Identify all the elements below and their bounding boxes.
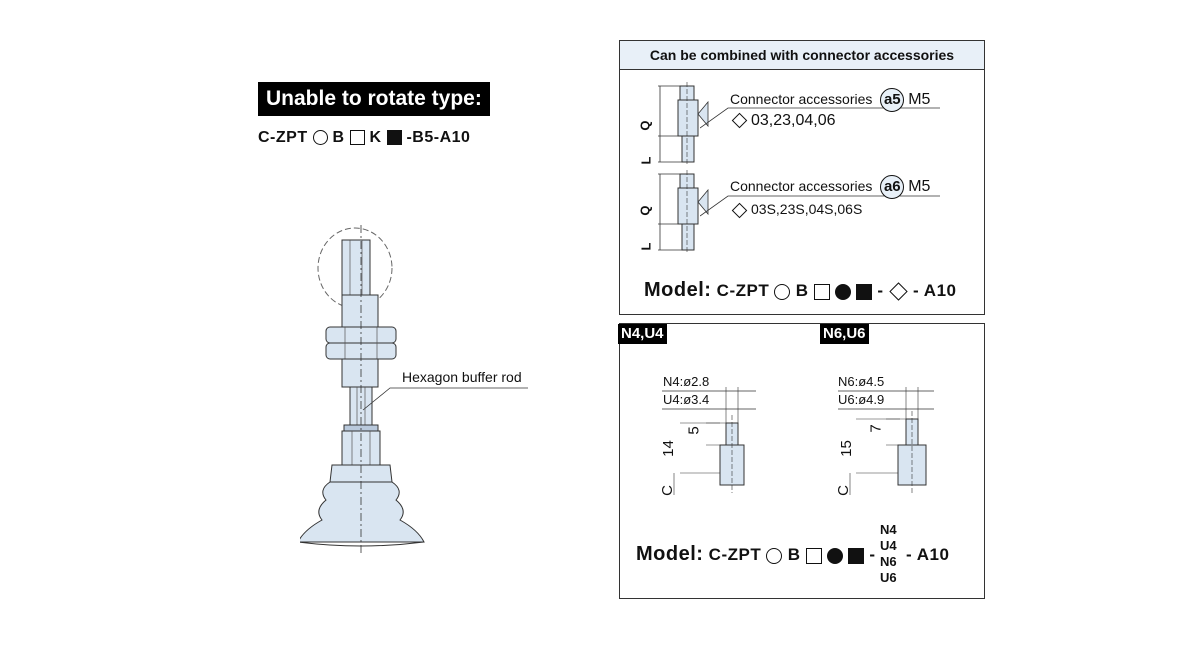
square-symbol-icon (806, 548, 822, 564)
connector-label-a5 (730, 88, 930, 112)
dim-d1-right: N6:ø4.5 (838, 374, 885, 389)
collar-part (342, 295, 378, 327)
diamond-symbol-icon (732, 113, 748, 129)
panel-header: Can be combined with connector accessories (620, 41, 984, 70)
thread-m5-2: M5 (908, 178, 931, 195)
circle-symbol-icon (766, 548, 782, 564)
option-u6: U6 (880, 570, 897, 585)
dim-q-label-2: Q (637, 205, 653, 216)
circle-symbol-icon (313, 130, 328, 145)
diamond-symbol-icon (889, 282, 907, 300)
top-panel-model-code (644, 279, 957, 302)
dim-c-left: C (658, 485, 676, 496)
dim-h1-left: 5 (685, 426, 703, 435)
a6-badge: a6 (880, 175, 904, 199)
vacuum-pad-illustration (300, 220, 540, 560)
circle-symbol-icon (774, 284, 790, 300)
filled-square-symbol-icon (848, 548, 864, 564)
filled-square-symbol-icon (387, 130, 402, 145)
option-n6: N6 (880, 554, 897, 569)
model-dash-text: - (869, 545, 876, 564)
model-b-text: B (795, 281, 809, 300)
model-suffix-text: - A10 (913, 281, 957, 300)
dim-h2-left: 14 (659, 440, 677, 457)
options-line-1 (734, 112, 836, 130)
bottom-model-suffix: - A10 (906, 545, 950, 564)
options-line-2 (734, 201, 862, 217)
dim-d2-left: U4:ø3.4 (663, 392, 710, 407)
option-u4: U4 (880, 538, 897, 553)
option-n4: N4 (880, 522, 897, 537)
body-part (342, 359, 378, 387)
dim-l-label-2: L (638, 242, 654, 251)
model-label: Model: (644, 279, 712, 301)
model-prefix-text: C-ZPT (716, 281, 770, 300)
filled-square-symbol-icon (856, 284, 872, 300)
square-symbol-icon (350, 130, 365, 145)
options-text-2: 03S,23S,04S,06S (751, 201, 863, 217)
connector-text-2: Connector accessories (730, 178, 873, 194)
bellows-pad (300, 482, 424, 542)
tag-n4-u4: N4,U4 (618, 324, 667, 344)
left-model-code (258, 129, 470, 147)
connector-text-1: Connector accessories (730, 91, 873, 107)
fitting-option-stack (880, 522, 897, 586)
thread-m5-1: M5 (908, 91, 931, 108)
filled-circle-symbol-icon (827, 548, 843, 564)
dim-d1-left: N4:ø2.8 (663, 374, 710, 389)
options-text-1: 03,23,04,06 (751, 112, 836, 129)
hexagon-buffer-rod-label: Hexagon buffer rod (402, 369, 522, 385)
model-suffix-text: -B5-A10 (406, 129, 471, 146)
model-dash-text: - (877, 281, 884, 300)
model-prefix-text: C-ZPT (708, 545, 762, 564)
top-hex-part (342, 240, 370, 295)
filled-circle-symbol-icon (835, 284, 851, 300)
dim-q-label-1: Q (637, 120, 653, 131)
dim-c-right: C (834, 485, 852, 496)
dim-h2-right: 15 (837, 440, 855, 457)
tag-n6-u6: N6,U6 (820, 324, 869, 344)
dim-h1-right: 7 (867, 424, 885, 433)
a5-badge: a5 (880, 88, 904, 112)
square-symbol-icon (814, 284, 830, 300)
model-label: Model: (636, 543, 704, 565)
type-title: Unable to rotate type: (258, 82, 490, 116)
model-k-text: K (369, 129, 382, 146)
diamond-symbol-icon (732, 203, 748, 219)
model-prefix-text: C-ZPT (258, 129, 308, 146)
model-b-text: B (332, 129, 345, 146)
dim-d2-right: U6:ø4.9 (838, 392, 885, 407)
connector-label-a6 (730, 175, 930, 199)
callout-leader-line (363, 388, 528, 410)
dim-l-label-1: L (638, 156, 654, 165)
bottom-panel-model-code (636, 543, 876, 566)
model-b-text: B (787, 545, 801, 564)
